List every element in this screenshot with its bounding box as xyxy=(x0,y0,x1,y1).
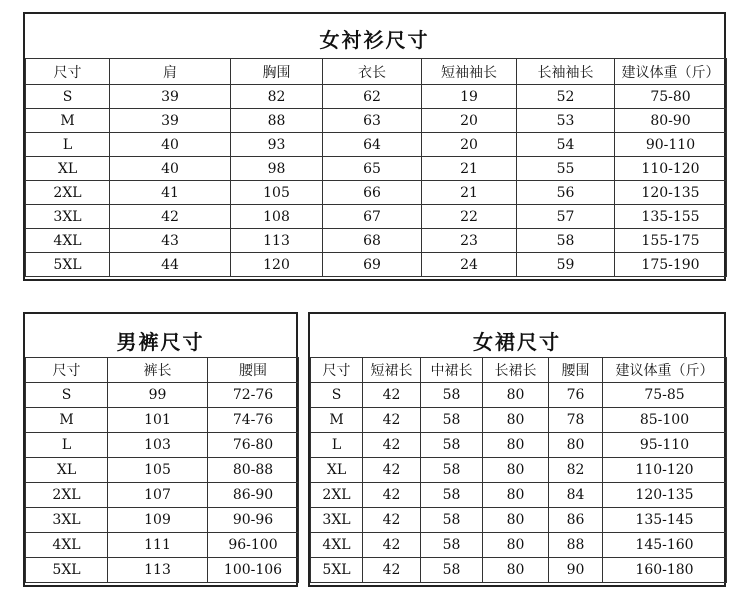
table-cell: 23 xyxy=(422,229,517,253)
size-label-cell: 4XL xyxy=(26,229,110,253)
table-cell: 120 xyxy=(231,253,323,277)
table-row xyxy=(26,458,299,483)
size-label-cell: 3XL xyxy=(311,508,363,533)
table-row xyxy=(26,133,727,157)
shirt-header-row xyxy=(26,59,727,85)
table-cell: 58 xyxy=(421,533,483,558)
shirt-size-table xyxy=(23,12,726,281)
table-cell: 59 xyxy=(517,253,615,277)
table-row xyxy=(26,433,299,458)
table-cell: 42 xyxy=(363,458,421,483)
table-cell: 54 xyxy=(517,133,615,157)
table-cell: 64 xyxy=(323,133,422,157)
table-cell: 68 xyxy=(323,229,422,253)
table-cell: 85-100 xyxy=(603,408,727,433)
table-cell: 100-106 xyxy=(208,558,299,583)
table-cell: 63 xyxy=(323,109,422,133)
table-cell: 20 xyxy=(422,109,517,133)
size-label-cell: 4XL xyxy=(311,533,363,558)
size-label-cell: S xyxy=(311,383,363,408)
table-cell: 42 xyxy=(363,483,421,508)
shirt-column-header: 肩 xyxy=(110,59,231,85)
table-cell: 109 xyxy=(108,508,208,533)
skirt-table-title: 女裙尺寸 xyxy=(473,330,561,354)
pants-size-grid xyxy=(25,357,299,583)
table-cell: 84 xyxy=(549,483,603,508)
table-cell: 56 xyxy=(517,181,615,205)
table-cell: 80 xyxy=(483,458,549,483)
table-cell: 21 xyxy=(422,181,517,205)
shirt-column-header: 短袖袖长 xyxy=(422,59,517,85)
shirt-column-header: 尺寸 xyxy=(26,59,110,85)
table-cell: 52 xyxy=(517,85,615,109)
table-cell: 53 xyxy=(517,109,615,133)
size-label-cell: 5XL xyxy=(26,558,108,583)
size-label-cell: M xyxy=(311,408,363,433)
table-row xyxy=(311,458,727,483)
table-row xyxy=(26,558,299,583)
size-label-cell: XL xyxy=(311,458,363,483)
table-cell: 82 xyxy=(231,85,323,109)
table-cell: 80 xyxy=(549,433,603,458)
size-label-cell: 5XL xyxy=(311,558,363,583)
table-row xyxy=(26,408,299,433)
table-cell: 58 xyxy=(517,229,615,253)
shirt-table-title: 女衬衫尺寸 xyxy=(319,28,430,52)
table-cell: 90-96 xyxy=(208,508,299,533)
table-cell: 58 xyxy=(421,408,483,433)
size-label-cell: XL xyxy=(26,157,110,181)
pants-column-header: 尺寸 xyxy=(26,358,108,383)
pants-table-title: 男裤尺寸 xyxy=(116,330,205,354)
table-cell: 110-120 xyxy=(603,458,727,483)
table-cell: 55 xyxy=(517,157,615,181)
table-row xyxy=(26,483,299,508)
size-label-cell: XL xyxy=(26,458,108,483)
table-cell: 67 xyxy=(323,205,422,229)
table-cell: 58 xyxy=(421,483,483,508)
table-cell: 90-110 xyxy=(615,133,727,157)
table-cell: 80-88 xyxy=(208,458,299,483)
table-cell: 80 xyxy=(483,433,549,458)
table-cell: 80 xyxy=(483,558,549,583)
table-cell: 155-175 xyxy=(615,229,727,253)
table-cell: 135-145 xyxy=(603,508,727,533)
table-cell: 42 xyxy=(110,205,231,229)
size-label-cell: 2XL xyxy=(26,181,110,205)
table-cell: 42 xyxy=(363,533,421,558)
table-cell: 41 xyxy=(110,181,231,205)
table-row xyxy=(26,181,727,205)
size-label-cell: M xyxy=(26,109,110,133)
table-row xyxy=(26,205,727,229)
table-row xyxy=(311,408,727,433)
table-row xyxy=(26,109,727,133)
table-cell: 113 xyxy=(231,229,323,253)
table-cell: 75-80 xyxy=(615,85,727,109)
table-cell: 80 xyxy=(483,483,549,508)
table-cell: 80 xyxy=(483,383,549,408)
shirt-column-header: 建议体重（斤） xyxy=(615,59,727,85)
table-cell: 42 xyxy=(363,408,421,433)
size-label-cell: 4XL xyxy=(26,533,108,558)
table-cell: 93 xyxy=(231,133,323,157)
size-label-cell: 3XL xyxy=(26,508,108,533)
table-row xyxy=(26,508,299,533)
table-row xyxy=(311,508,727,533)
table-cell: 75-85 xyxy=(603,383,727,408)
table-row xyxy=(311,558,727,583)
table-cell: 40 xyxy=(110,157,231,181)
size-label-cell: 2XL xyxy=(26,483,108,508)
table-cell: 120-135 xyxy=(615,181,727,205)
table-cell: 44 xyxy=(110,253,231,277)
table-row xyxy=(26,229,727,253)
table-cell: 57 xyxy=(517,205,615,229)
table-cell: 76-80 xyxy=(208,433,299,458)
table-cell: 160-180 xyxy=(603,558,727,583)
table-cell: 98 xyxy=(231,157,323,181)
table-cell: 22 xyxy=(422,205,517,229)
table-cell: 21 xyxy=(422,157,517,181)
table-cell: 101 xyxy=(108,408,208,433)
table-cell: 103 xyxy=(108,433,208,458)
table-cell: 76 xyxy=(549,383,603,408)
table-cell: 24 xyxy=(422,253,517,277)
table-cell: 105 xyxy=(108,458,208,483)
table-cell: 65 xyxy=(323,157,422,181)
table-cell: 39 xyxy=(110,85,231,109)
size-label-cell: M xyxy=(26,408,108,433)
size-label-cell: L xyxy=(26,133,110,157)
table-cell: 42 xyxy=(363,433,421,458)
table-row xyxy=(311,433,727,458)
table-cell: 42 xyxy=(363,558,421,583)
table-cell: 111 xyxy=(108,533,208,558)
table-cell: 110-120 xyxy=(615,157,727,181)
table-cell: 96-100 xyxy=(208,533,299,558)
table-cell: 43 xyxy=(110,229,231,253)
skirt-column-header: 尺寸 xyxy=(311,358,363,383)
table-cell: 105 xyxy=(231,181,323,205)
table-row xyxy=(26,85,727,109)
table-cell: 82 xyxy=(549,458,603,483)
size-label-cell: L xyxy=(311,433,363,458)
table-row xyxy=(311,383,727,408)
table-cell: 72-76 xyxy=(208,383,299,408)
table-cell: 58 xyxy=(421,558,483,583)
table-cell: 107 xyxy=(108,483,208,508)
table-cell: 58 xyxy=(421,458,483,483)
table-cell: 88 xyxy=(231,109,323,133)
shirt-column-header: 长袖袖长 xyxy=(517,59,615,85)
table-cell: 80-90 xyxy=(615,109,727,133)
table-cell: 20 xyxy=(422,133,517,157)
table-row xyxy=(26,253,727,277)
pants-column-header: 腰围 xyxy=(208,358,299,383)
table-row xyxy=(311,533,727,558)
size-label-cell: 2XL xyxy=(311,483,363,508)
size-label-cell: L xyxy=(26,433,108,458)
table-cell: 78 xyxy=(549,408,603,433)
table-cell: 58 xyxy=(421,433,483,458)
pants-size-table xyxy=(23,312,298,587)
table-row xyxy=(26,157,727,181)
skirt-column-header: 短裙长 xyxy=(363,358,421,383)
table-cell: 90 xyxy=(549,558,603,583)
table-cell: 42 xyxy=(363,508,421,533)
table-cell: 80 xyxy=(483,408,549,433)
size-label-cell: S xyxy=(26,383,108,408)
table-cell: 66 xyxy=(323,181,422,205)
skirt-column-header: 腰围 xyxy=(549,358,603,383)
table-cell: 108 xyxy=(231,205,323,229)
skirt-header-row xyxy=(311,358,727,383)
size-label-cell: S xyxy=(26,85,110,109)
skirt-column-header: 中裙长 xyxy=(421,358,483,383)
table-cell: 40 xyxy=(110,133,231,157)
size-label-cell: 5XL xyxy=(26,253,110,277)
table-cell: 120-135 xyxy=(603,483,727,508)
table-cell: 86 xyxy=(549,508,603,533)
table-cell: 80 xyxy=(483,533,549,558)
table-cell: 58 xyxy=(421,383,483,408)
table-cell: 74-76 xyxy=(208,408,299,433)
table-cell: 135-155 xyxy=(615,205,727,229)
table-cell: 80 xyxy=(483,508,549,533)
table-cell: 69 xyxy=(323,253,422,277)
table-row xyxy=(311,483,727,508)
table-cell: 113 xyxy=(108,558,208,583)
table-row xyxy=(26,383,299,408)
table-cell: 58 xyxy=(421,508,483,533)
table-cell: 86-90 xyxy=(208,483,299,508)
table-cell: 19 xyxy=(422,85,517,109)
skirt-column-header: 建议体重（斤） xyxy=(603,358,727,383)
table-cell: 42 xyxy=(363,383,421,408)
pants-header-row xyxy=(26,358,299,383)
table-cell: 62 xyxy=(323,85,422,109)
shirt-column-header: 衣长 xyxy=(323,59,422,85)
table-cell: 175-190 xyxy=(615,253,727,277)
table-cell: 39 xyxy=(110,109,231,133)
skirt-size-table xyxy=(308,312,726,587)
table-cell: 99 xyxy=(108,383,208,408)
pants-column-header: 裤长 xyxy=(108,358,208,383)
table-cell: 145-160 xyxy=(603,533,727,558)
size-label-cell: 3XL xyxy=(26,205,110,229)
table-cell: 95-110 xyxy=(603,433,727,458)
skirt-column-header: 长裙长 xyxy=(483,358,549,383)
skirt-size-grid xyxy=(310,357,727,583)
shirt-column-header: 胸围 xyxy=(231,59,323,85)
table-cell: 88 xyxy=(549,533,603,558)
table-row xyxy=(26,533,299,558)
shirt-size-grid xyxy=(25,58,727,277)
